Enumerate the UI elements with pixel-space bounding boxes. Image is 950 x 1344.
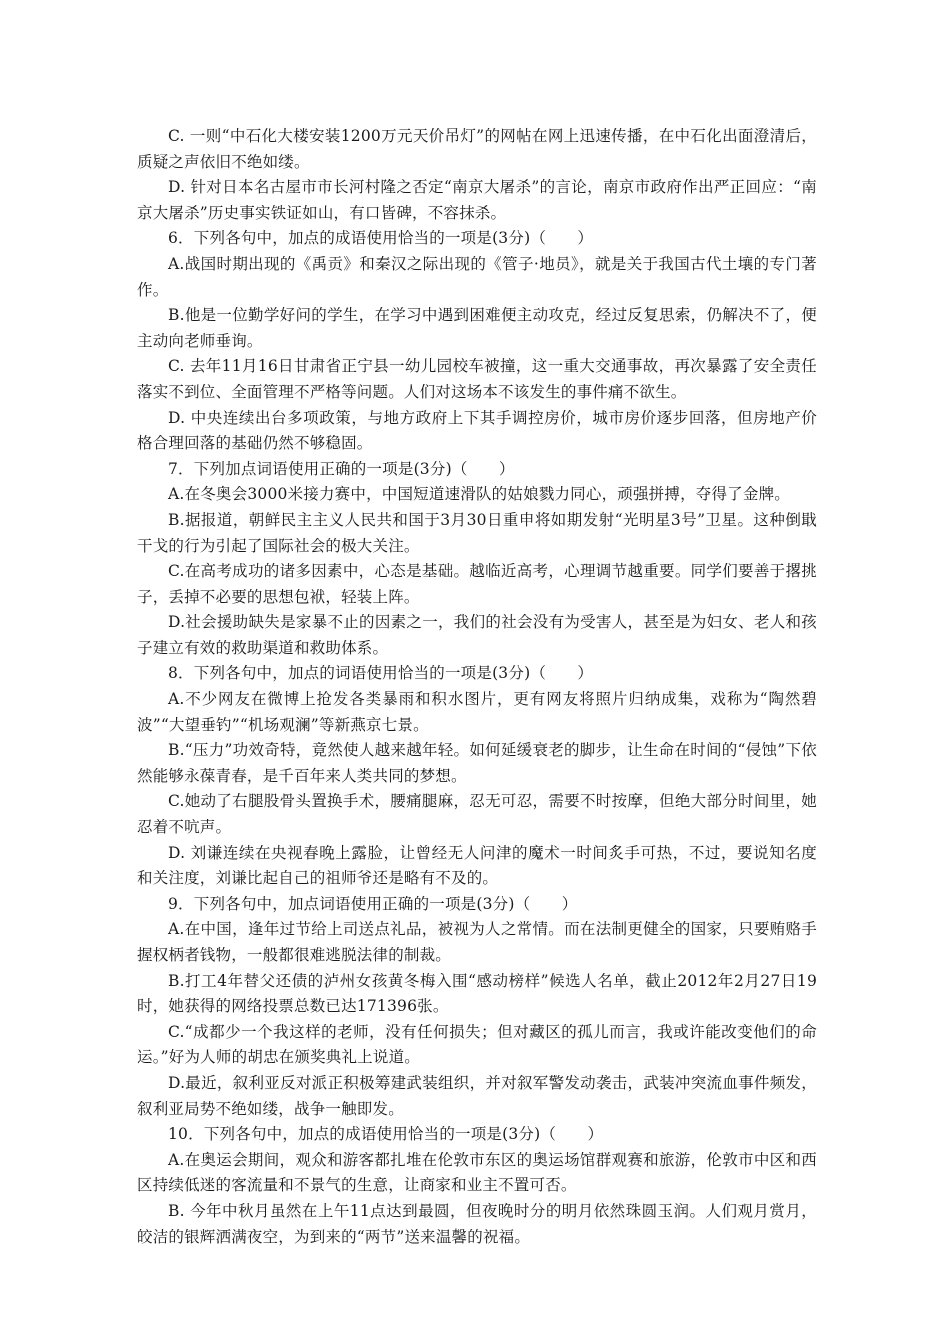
question-6-option-c: C. 去年11月16日甘肃省正宁县一幼儿园校车被撞，这一重大交通事故，再次暴露了安全责任落实不到位、全面管理不严格等问题。人们对这场本不该发生的事件痛不欲生。: [137, 357, 817, 401]
question-9-option-d: D.最近，叙利亚反对派正积极筹建武装组织，并对叙军警发动袭击，武装冲突流血事件频发，叙利亚局势不绝如缕，战争一触即发。: [137, 1073, 817, 1118]
question-6-option-d: D. 中央连续出台多项政策，与地方政府上下其手调控房价，城市房价逐步回落，但房地产价格合理回落的基础仍然不够稳固。: [137, 408, 817, 453]
question-6-stem: 6．下列各句中，加点的成语使用恰当的一项是(3分)（ ）: [168, 229, 594, 248]
question-10-stem: 10．下列各句中，加点的成语使用恰当的一项是(3分)（ ）: [168, 1125, 604, 1144]
question-8-option-c: C.她动了右腿股骨头置换手术，腰痛腿麻，忍无可忍，需要不时按摩，但绝大部分时间里，她忍着不吭声。: [137, 792, 817, 837]
question-10-option-a: A.在奥运会期间，观众和游客都扎堆在伦敦市东区的奥运场馆群观赛和旅游，伦敦市中区和西区持续低迷的客流量和不景气的生意，让商家和业主不置可否。: [137, 1150, 817, 1195]
question-8-option-b: B.“压力”功效奇特，竟然使人越来越年轻。如何延缓衰老的脚步，让生命在时间的“侵蚀”下依然能够永葆青春，是千百年来人类共同的梦想。: [137, 741, 817, 785]
question-9-option-b: B.打工4年替父还债的泸州女孩黄冬梅入围“感动榜样”候选人名单，截止2012年2月27日19时，她获得的网络投票总数已达171396张。: [137, 971, 817, 1016]
question-7-option-b: B.据报道，朝鲜民主主义人民共和国于3月30日重申将如期发射“光明星3号”卫星。这种倒戢干戈的行为引起了国际社会的极大关注。: [137, 510, 817, 555]
question-9-option-c: C.“成都少一个我这样的老师，没有任何损失；但对藏区的孤儿而言，我或许能改变他们的命运。”好为人师的胡忠在颁奖典礼上说道。: [137, 1022, 817, 1067]
option-c-paragraph: C. 一则“中石化大楼安装1200万元天价吊灯”的网帖在网上迅速传播，在中石化出面澄清后，质疑之声依旧不绝如缕。: [137, 127, 817, 171]
question-8-stem: 8．下列各句中，加点的词语使用恰当的一项是(3分)（ ）: [168, 664, 594, 683]
question-6-option-a: A.战国时期出现的《禹贡》和秦汉之际出现的《管子·地员》，就是关于我国古代土壤的专门著作。: [137, 254, 817, 299]
question-8-option-a: A.不少网友在微博上抢发各类暴雨和积水图片，更有网友将照片归纳成集，戏称为“陶然碧波”“大望垂钓”“机场观澜”等新燕京七景。: [137, 690, 817, 734]
question-9-option-a: A.在中国，逢年过节给上司送点礼品，被视为人之常情。而在法制更健全的国家，只要贿赂手握权柄者钱物，一般都很难逃脱法律的制裁。: [137, 920, 817, 964]
question-7-stem: 7．下列加点词语使用正确的一项是(3分)（ ）: [168, 459, 515, 478]
option-d-paragraph: D. 针对日本名古屋市市长河村隆之否定“南京大屠杀”的言论，南京市政府作出严正回应：“南京大屠杀”历史事实铁证如山，有口皆碑，不容抹杀。: [137, 178, 817, 222]
document-page: [137, 124, 817, 1250]
question-7-option-c: C.在高考成功的诸多因素中，心态是基础。越临近高考，心理调节越重要。同学们要善于撂挑子，丢掉不必要的思想包袱，轻装上阵。: [137, 562, 817, 606]
question-7-option-d: D.社会援助缺失是家暴不止的因素之一，我们的社会没有为受害人，甚至是为妇女、老人和孩子建立有效的救助渠道和救助体系。: [137, 613, 817, 657]
question-10-option-b: B. 今年中秋月虽然在上午11点达到最圆，但夜晚时分的明月依然珠圆玉润。人们观月赏月，皎洁的银辉洒满夜空，为到来的“两节”送来温馨的祝福。: [137, 1201, 817, 1246]
question-6-option-b: B.他是一位勤学好问的学生，在学习中遇到困难便主动攻克，经过反复思索，仍解决不了，便主动向老师垂询。: [137, 306, 817, 350]
question-8-option-d: D. 刘谦连续在央视春晚上露脸，让曾经无人问津的魔术一时间炙手可热，不过，要说知名度和关注度，刘谦比起自己的祖师爷还是略有不及的。: [137, 843, 817, 888]
question-9-stem: 9．下列各句中，加点词语使用正确的一项是(3分)（ ）: [168, 894, 578, 913]
question-7-option-a: A.在冬奥会3000米接力赛中，中国短道速滑队的姑娘戮力同心，顽强拼搏，夺得了金牌。: [168, 485, 790, 504]
